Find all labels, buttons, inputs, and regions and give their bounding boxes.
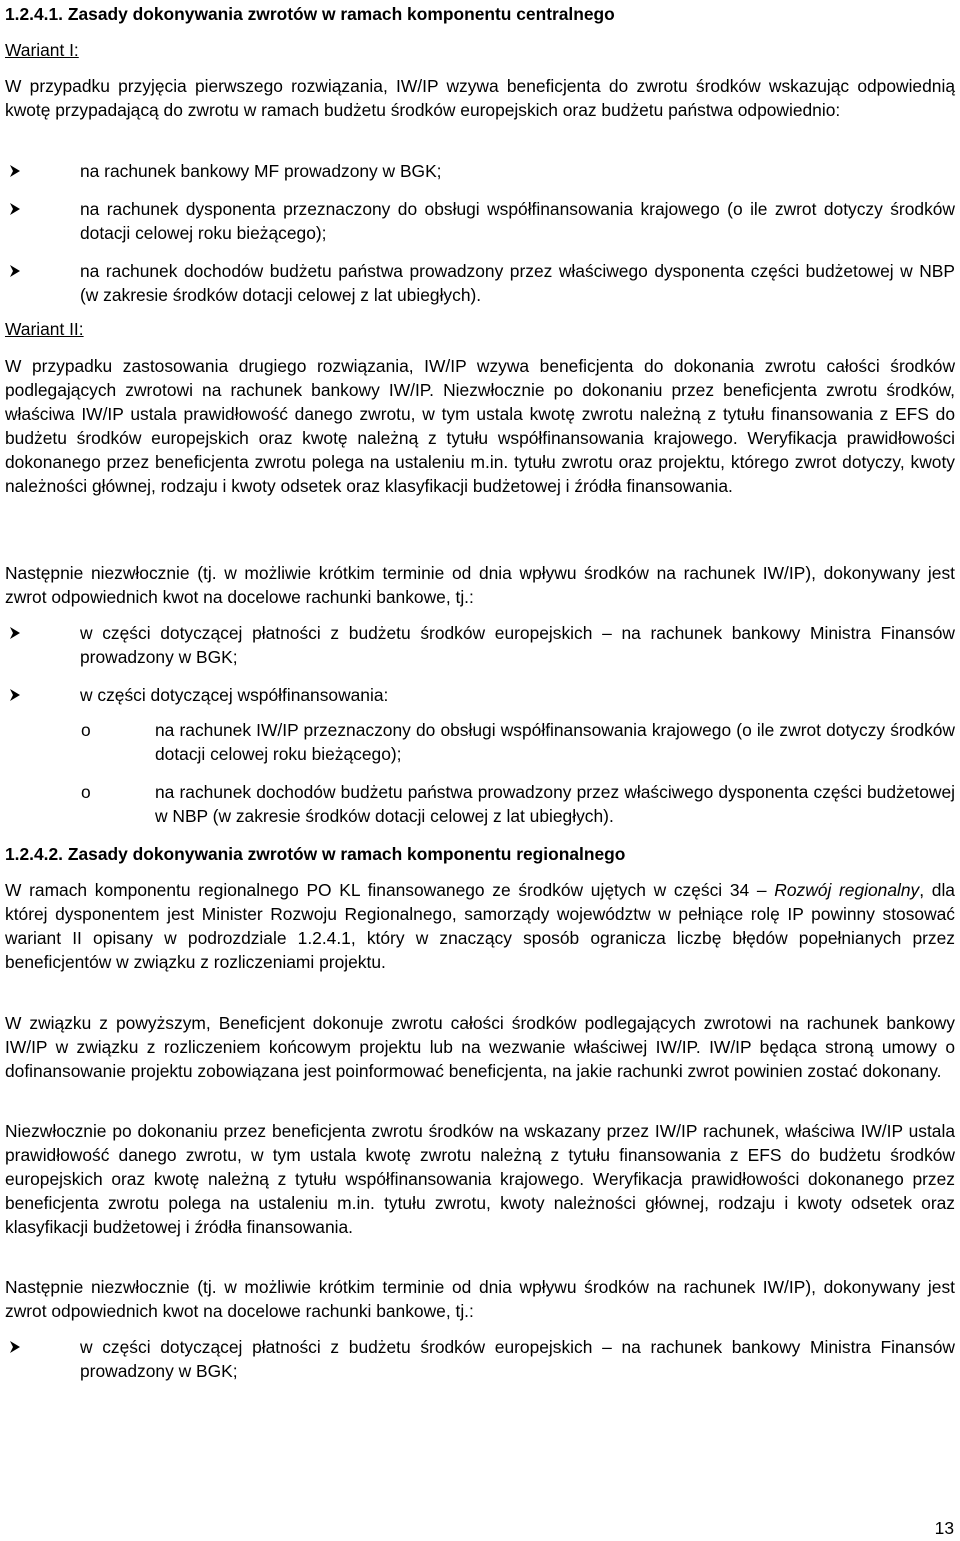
list-item bbox=[5, 683, 955, 707]
para-1-start: W ramach komponentu regionalnego PO KL finansowanego ze środków ujętych w części 34 – bbox=[5, 880, 767, 900]
arrowhead-bullet-icon bbox=[7, 159, 27, 183]
sub-bullet-mark: o bbox=[81, 720, 91, 740]
heading-title: Zasady dokonywania zwrotów w ramach komponentu centralnego bbox=[67, 4, 615, 24]
arrowhead-bullet-icon bbox=[7, 259, 27, 283]
bullet-text: na rachunek dochodów budżetu państwa prowadzony przez właściwego dysponenta części budżetowej w NBP (w zakresie środków dotacji celowej z lat ubiegłych). bbox=[80, 261, 955, 305]
section-heading-1-2-4-2 bbox=[5, 842, 625, 866]
para-1-end: , dla której dysponentem jest Minister Rozwoju Regionalnego, samorządy województw w pełniące rolę IP powinny stosować wariant II opisany w podrozdziale 1.2.4.1, który w znaczący sposób ogranicza liczbę błędów popełnianych przez beneficjentów w związku z rozliczeniami projektu. bbox=[5, 880, 955, 972]
page-number: 13 bbox=[934, 1518, 954, 1538]
arrowhead-bullet-icon bbox=[7, 1335, 27, 1359]
sub-bullet-mark: o bbox=[81, 782, 91, 802]
variant-2-text: W przypadku zastosowania drugiego rozwiązania, IW/IP wzywa beneficjenta do dokonania zwrotu całości środków podlegających zwrotowi na rachunek bankowy IW/IP. Niezwłocznie po dokonaniu przez beneficjenta zwrotu środków, właściwa IW/IP ustala prawidłowość danego zwrotu, w tym ustala kwotę zwrotu należną z tytułu finansowania z EFS do budżetu środków europejskich oraz kwotę należną z tytułu współfinansowania krajowego. Weryfikacja prawidłowości dokonanego przez beneficjenta zwrotu polega na ustaleniu m.in. tytułu zwrotu oraz projektu, którego zwrot dotyczy, kwoty należności głównej, rodzaju i kwoty odsetek oraz klasyfikacji budżetowej i źródła finansowania. bbox=[5, 356, 955, 496]
bullet-text: na rachunek bankowy MF prowadzony w BGK; bbox=[80, 161, 442, 181]
bullet-text: w części dotyczącej płatności z budżetu środków europejskich – na rachunek bankowy Ministra Finansów prowadzony w BGK; bbox=[80, 623, 955, 667]
para-1-italic: Rozwój regionalny bbox=[774, 880, 920, 900]
regional-para-2: W związku z powyższym, Beneficjent dokonuje zwrotu całości środków podlegających zwrotowi na rachunek bankowy IW/IP w związku z rozliczeniem końcowym projektu lub na wezwanie właściwej IW/IP. IW/IP będąca stroną umowy o dofinansowanie projektu zobowiązana jest poinformować beneficjenta, na jakie rachunki zwrot powinien zostać dokonany. bbox=[5, 1013, 955, 1081]
sub-bullet-text: na rachunek IW/IP przeznaczony do obsługi współfinansowania krajowego (o ile zwrot dotyczy środków dotacji celowej roku bieżącego); bbox=[155, 720, 955, 764]
heading-number: 1.2.4.1. bbox=[5, 4, 64, 24]
next-step-bullet-list bbox=[5, 621, 955, 707]
bullet-text: w części dotyczącej współfinansowania: bbox=[80, 685, 389, 705]
list-item bbox=[5, 780, 955, 828]
list-item bbox=[5, 1335, 955, 1383]
arrowhead-bullet-icon bbox=[7, 621, 27, 645]
list-item bbox=[5, 259, 955, 307]
variant-1-label: Wariant I: bbox=[5, 40, 79, 60]
variant-1-intro: W przypadku przyjęcia pierwszego rozwiązania, IW/IP wzywa beneficjenta do zwrotu środków wskazując odpowiednią kwotę przypadającą do zwrotu w ramach budżetu środków europejskich oraz budżetu państwa odpowiednio: bbox=[5, 76, 955, 120]
next-step-text: Następnie niezwłocznie (tj. w możliwie krótkim terminie od dnia wpływu środków na rachunek IW/IP), dokonywany jest zwrot odpowiednich kwot na docelowe rachunki bankowe, tj.: bbox=[5, 563, 955, 607]
list-item bbox=[5, 159, 955, 183]
arrowhead-bullet-icon bbox=[7, 197, 27, 221]
co-financing-sub-list bbox=[5, 718, 955, 828]
list-item bbox=[5, 718, 955, 766]
bullet-text: w części dotyczącej płatności z budżetu środków europejskich – na rachunek bankowy Ministra Finansów prowadzony w BGK; bbox=[80, 1337, 955, 1381]
regional-bullet-list bbox=[5, 1335, 955, 1383]
variant-1-bullet-list bbox=[5, 159, 955, 307]
bullet-text: na rachunek dysponenta przeznaczony do obsługi współfinansowania krajowego (o ile zwrot dotyczy środków dotacji celowej roku bieżącego); bbox=[80, 199, 955, 243]
sub-bullet-text: na rachunek dochodów budżetu państwa prowadzony przez właściwego dysponenta części budżetowej w NBP (w zakresie środków dotacji celowej z lat ubiegłych). bbox=[155, 782, 955, 826]
variant-2-label: Wariant II: bbox=[5, 319, 84, 339]
heading-title: Zasady dokonywania zwrotów w ramach komponentu regionalnego bbox=[67, 844, 626, 864]
list-item bbox=[5, 621, 955, 669]
regional-para-3: Niezwłocznie po dokonaniu przez beneficjenta zwrotu środków na wskazany przez IW/IP rachunek, właściwa IW/IP ustala prawidłowość danego zwrotu, w tym ustala kwotę zwrotu należną z tytułu finansowania z EFS do budżetu środków europejskich oraz kwotę należną z tytułu współfinansowania krajowego. Weryfikacja prawidłowości dokonanego przez beneficjenta zwrotu polega na ustaleniu m.in. tytułu zwrotu, kwoty należności głównej, rodzaju i kwoty odsetek oraz klasyfikacji budżetowej i źródła finansowania. bbox=[5, 1121, 955, 1237]
heading-number: 1.2.4.2. bbox=[5, 844, 64, 864]
arrowhead-bullet-icon bbox=[7, 683, 27, 707]
list-item bbox=[5, 197, 955, 245]
section-heading-1-2-4-1 bbox=[5, 2, 615, 26]
regional-para-1 bbox=[5, 878, 955, 974]
regional-para-4: Następnie niezwłocznie (tj. w możliwie krótkim terminie od dnia wpływu środków na rachunek IW/IP), dokonywany jest zwrot odpowiednich kwot na docelowe rachunki bankowe, tj.: bbox=[5, 1277, 955, 1321]
